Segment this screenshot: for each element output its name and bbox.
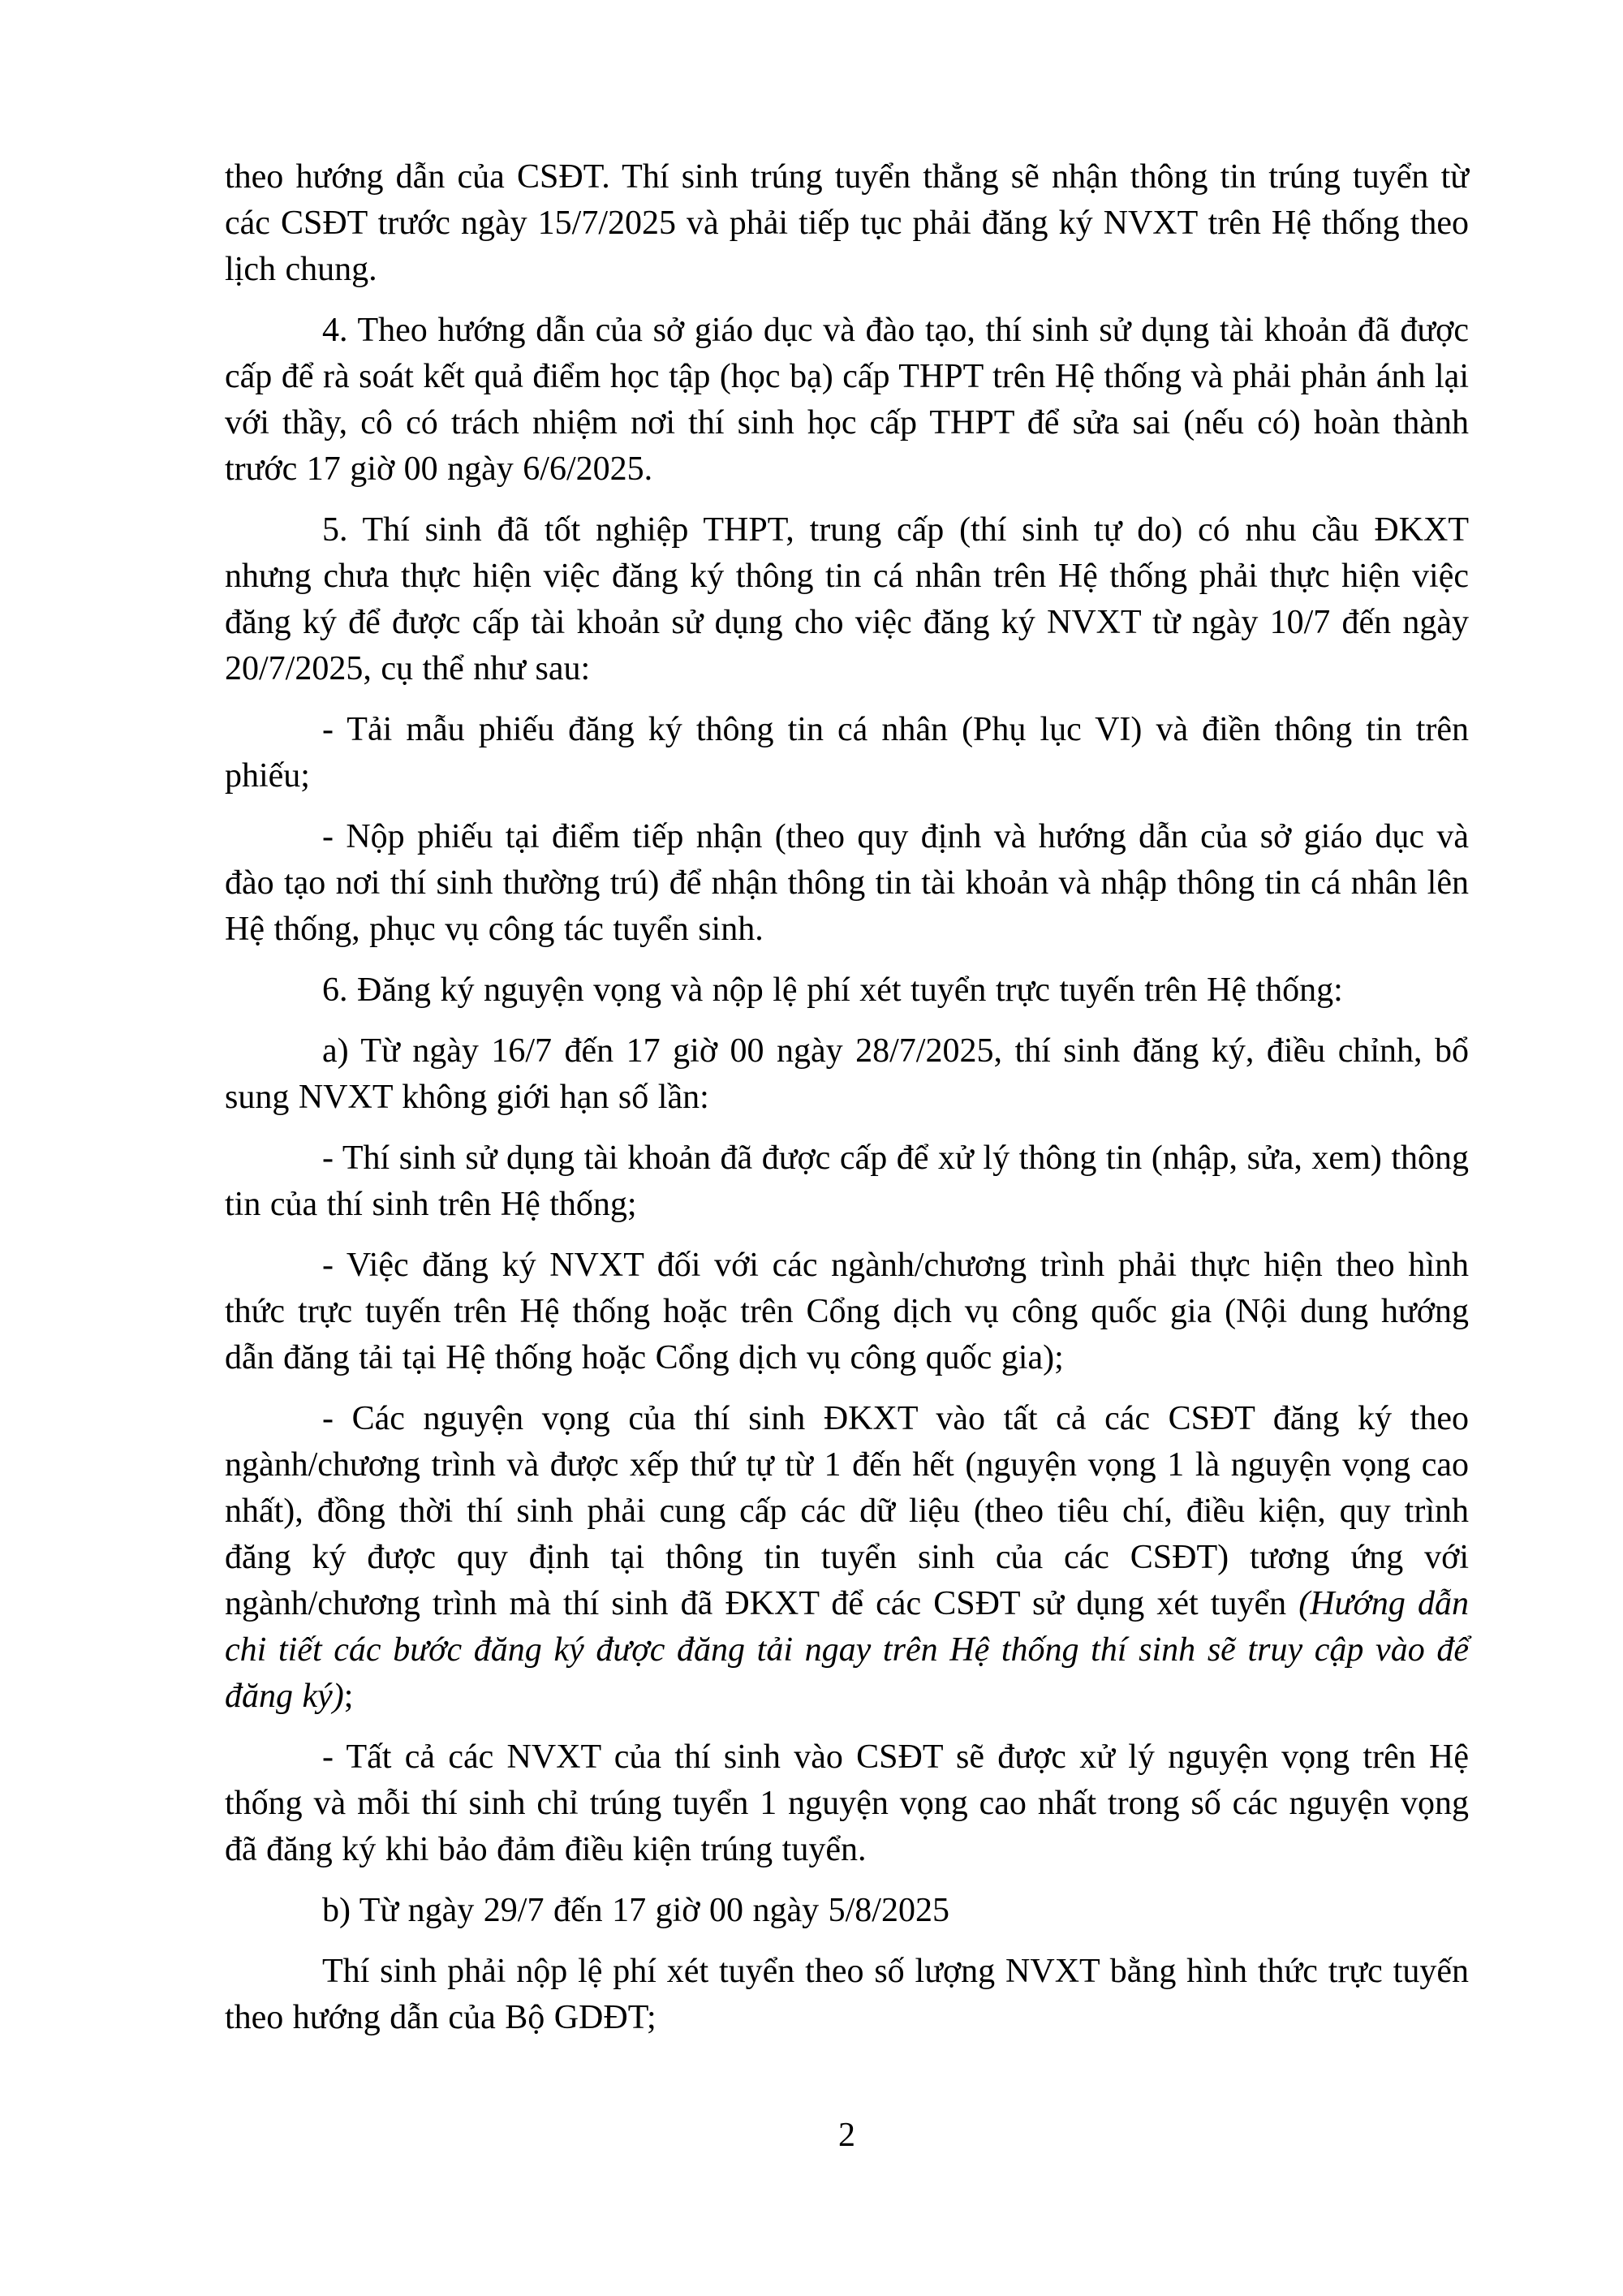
paragraph-bullet-online-registration: - Việc đăng ký NVXT đối với các ngành/chương trình phải thực hiện theo hình thức trực tuyến trên Hệ thống hoặc trên Cổng dịch vụ công quốc gia (Nội dung hướng dẫn đăng tải tại Hệ thống hoặc Cổng dịch vụ công quốc gia); bbox=[225, 1247, 1469, 1376]
paragraph-item-6b: b) Từ ngày 29/7 đến 17 giờ 00 ngày 5/8/2025 bbox=[322, 1892, 949, 1929]
page-number: 2 bbox=[838, 2117, 855, 2154]
paragraph-fee-payment: Thí sinh phải nộp lệ phí xét tuyển theo số lượng NVXT bằng hình thức trực tuyến theo hướng dẫn của Bộ GDĐT; bbox=[225, 1953, 1469, 2036]
paragraph-item-6a: a) Từ ngày 16/7 đến 17 giờ 00 ngày 28/7/2025, thí sinh đăng ký, điều chỉnh, bổ sung NVXT không giới hạn số lần: bbox=[225, 1032, 1469, 1116]
paragraph-item-5: 5. Thí sinh đã tốt nghiệp THPT, trung cấp (thí sinh tự do) có nhu cầu ĐKXT nhưng chưa thực hiện việc đăng ký thông tin cá nhân trên Hệ thống phải thực hiện việc đăng ký để được cấp tài khoản sử dụng cho việc đăng ký NVXT từ ngày 10/7 đến ngày 20/7/2025, cụ thể như sau: bbox=[225, 511, 1469, 687]
paragraph-bullet-download-form: - Tải mẫu phiếu đăng ký thông tin cá nhân (Phụ lục VI) và điền thông tin trên phiếu; bbox=[225, 711, 1469, 795]
paragraph-continuation: theo hướng dẫn của CSĐT. Thí sinh trúng tuyển thẳng sẽ nhận thông tin trúng tuyển từ các CSĐT trước ngày 15/7/2025 và phải tiếp tục phải đăng ký NVXT trên Hệ thống theo lịch chung. bbox=[225, 158, 1469, 288]
wish-order-italic-note: (Hướng dẫn chi tiết các bước đăng ký được đăng tải ngay trên Hệ thống thí sinh sẽ truy cập vào để đăng ký) bbox=[225, 1585, 1470, 1715]
paragraph-bullet-account-usage: - Thí sinh sử dụng tài khoản đã được cấp để xử lý thông tin (nhập, sửa, xem) thông tin của thí sinh trên Hệ thống; bbox=[225, 1139, 1469, 1223]
paragraph-item-4: 4. Theo hướng dẫn của sở giáo dục và đào tạo, thí sinh sử dụng tài khoản đã được cấp để rà soát kết quả điểm học tập (học bạ) cấp THPT trên Hệ thống và phải phản ánh lại với thầy, cô có trách nhiệm nơi thí sinh học cấp THPT để sửa sai (nếu có) hoàn thành trước 17 giờ 00 ngày 6/6/2025. bbox=[225, 312, 1469, 488]
paragraph-bullet-submit-form: - Nộp phiếu tại điểm tiếp nhận (theo quy định và hướng dẫn của sở giáo dục và đào tạo nơi thí sinh thường trú) để nhận thông tin tài khoản và nhập thông tin cá nhân lên Hệ thống, phục vụ công tác tuyển sinh. bbox=[225, 818, 1469, 948]
paragraph-bullet-wish-processing: - Tất cả các NVXT của thí sinh vào CSĐT sẽ được xử lý nguyện vọng trên Hệ thống và mỗi thí sinh chỉ trúng tuyển 1 nguyện vọng cao nhất trong số các nguyện vọng đã đăng ký khi bảo đảm điều kiện trúng tuyển. bbox=[225, 1738, 1469, 1868]
wish-order-text: - Các nguyện vọng của thí sinh ĐKXT vào tất cả các CSĐT đăng ký theo ngành/chương trình và được xếp thứ tự từ 1 đến hết (nguyện vọng 1 là nguyện vọng cao nhất), đồng thời thí sinh phải cung cấp các dữ liệu (theo tiêu chí, điều kiện, quy trình đăng ký được quy định tại thông tin tuyển sinh của các CSĐT) tương ứng với ngành/chương trình mà thí sinh đã ĐKXT để các CSĐT sử dụng xét tuyển bbox=[225, 1400, 1469, 1622]
paragraph-item-6: 6. Đăng ký nguyện vọng và nộp lệ phí xét tuyển trực tuyến trên Hệ thống: bbox=[322, 971, 1343, 1009]
paragraph-bullet-wish-order bbox=[225, 1396, 1469, 1720]
wish-order-text-end: ; bbox=[343, 1678, 354, 1715]
